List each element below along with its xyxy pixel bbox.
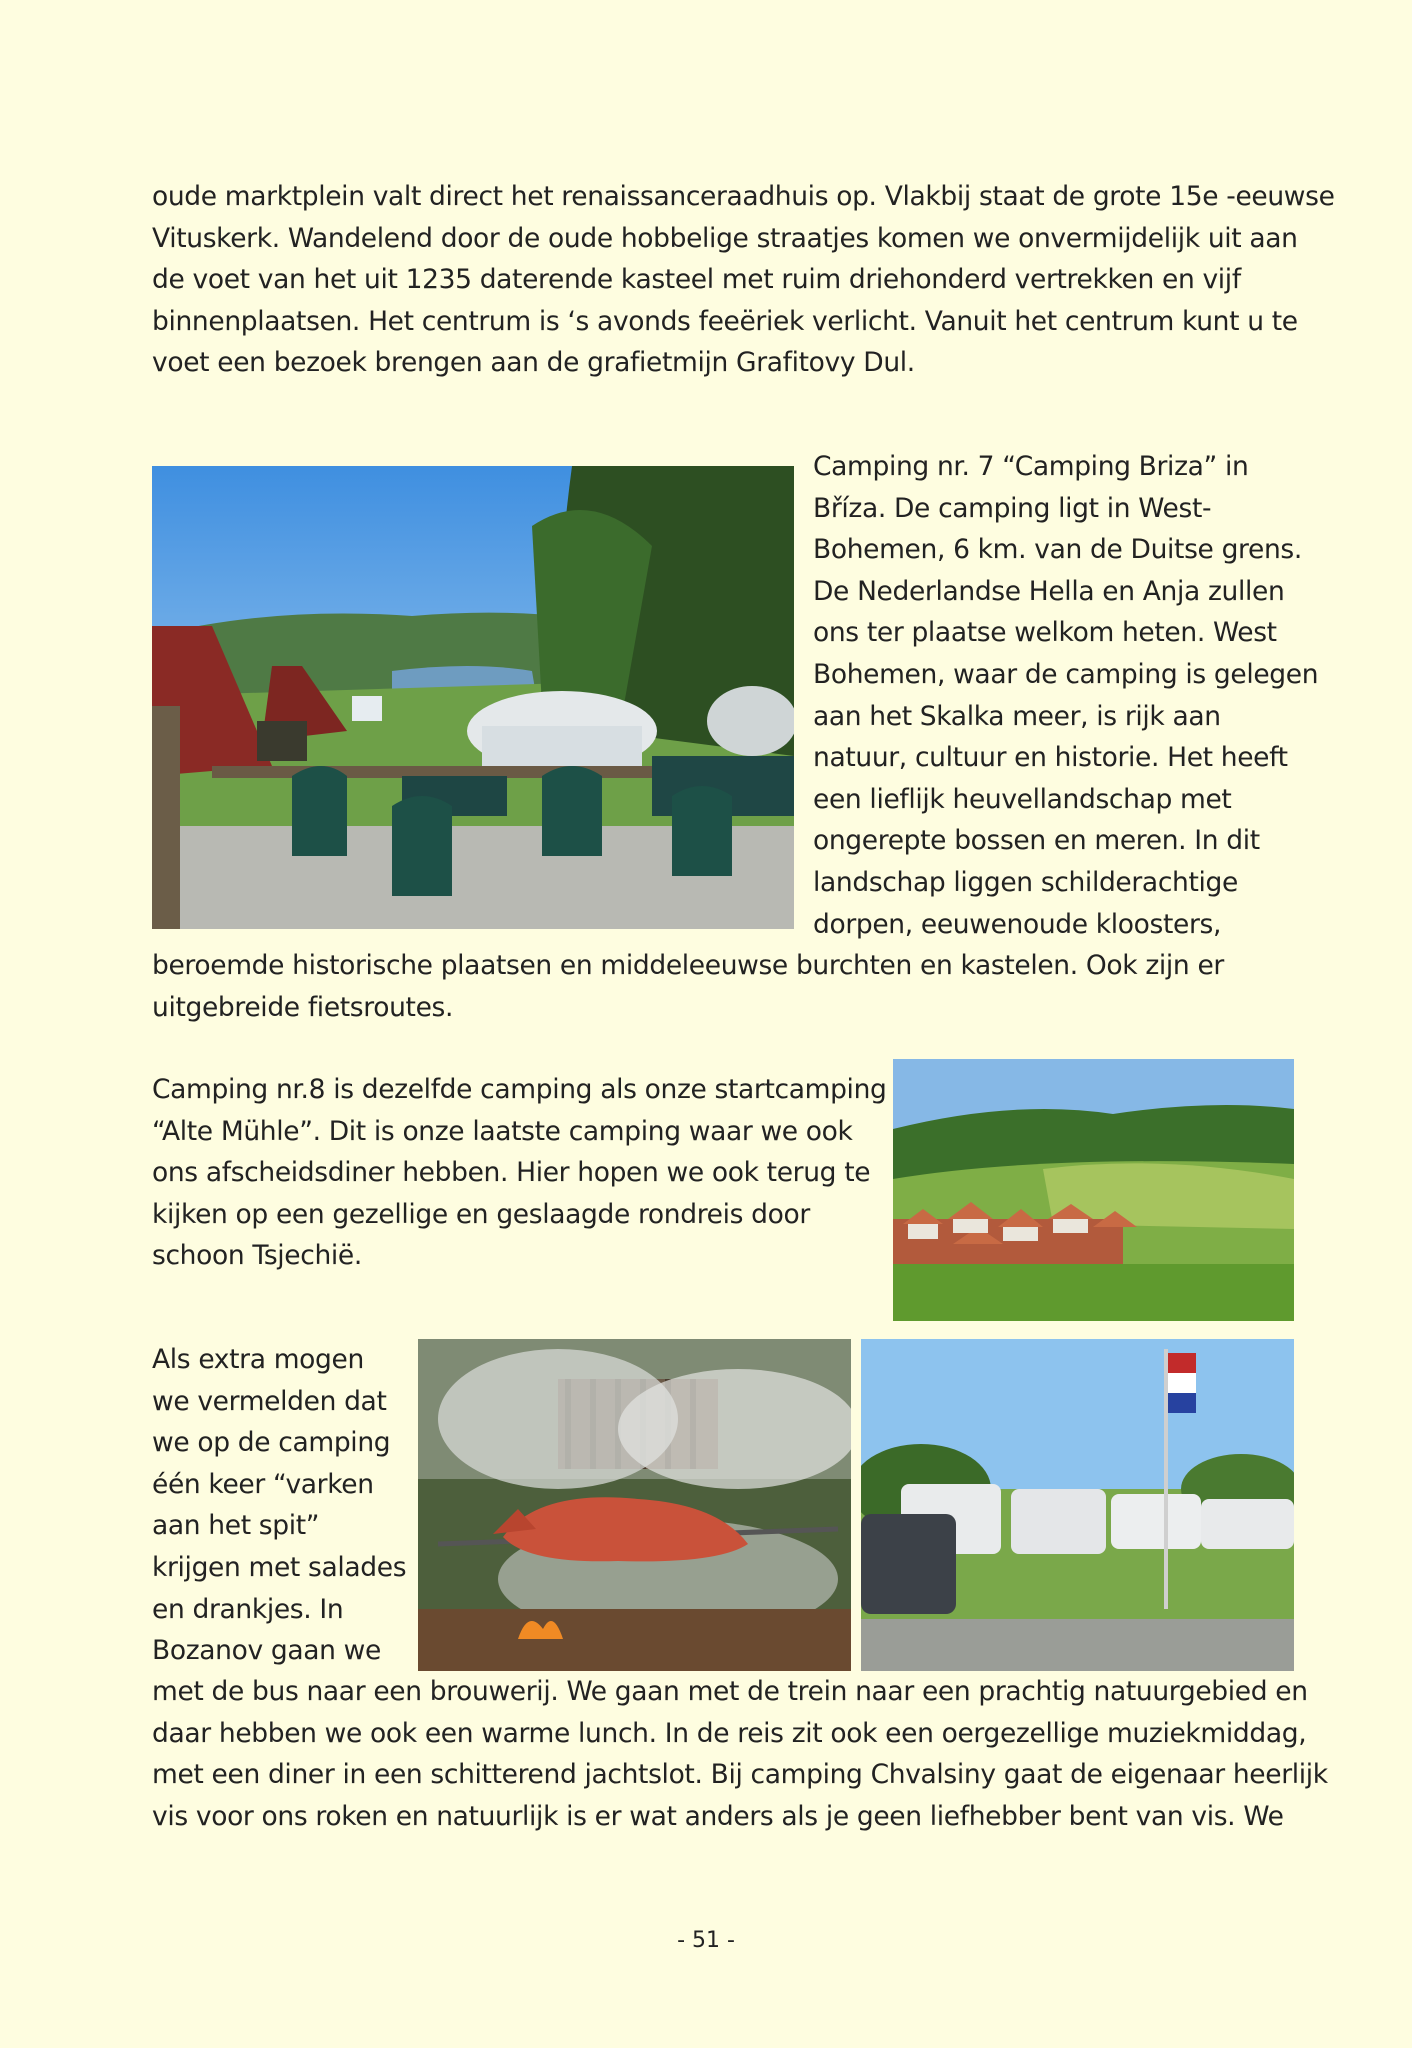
text-line: en drankjes. In [152,1593,344,1625]
camping8-paragraph [152,1069,887,1277]
text-line: met een diner in een schitterend jachtslot. Bij camping Chvalsiny gaat de eigenaar heerlijk [152,1759,1328,1791]
caravans-camping-photo [861,1339,1294,1671]
text-line: schoon Tsjechië. [152,1240,362,1272]
text-line: Camping nr. 7 “Camping Briza” in [813,451,1249,482]
text-line: de voet van het uit 1235 daterende kasteel met ruim driehonderd vertrekken en vijf [152,264,1241,296]
text-line: daar hebben we ook een warme lunch. In de reis zit ook een oergezellige muziekmiddag, [152,1717,1307,1749]
extra-paragraph [152,1339,406,1672]
text-line: Bozanov gaan we [152,1635,381,1667]
pig-on-spit-photo [418,1339,851,1671]
text-line: we vermelden dat [152,1385,387,1417]
camping7-paragraph-continued [152,945,1224,1028]
camping7-paragraph [813,446,1318,945]
text-line: een lieflijk heuvellandschap met [813,783,1232,815]
text-line: De Nederlandse Hella en Anja zullen [813,575,1285,607]
text-line: binnenplaatsen. Het centrum is ‘s avonds feeëriek verlicht. Vanuit het centrum kunt u te [152,305,1298,337]
text-line: Bohemen, 6 km. van de Duitse grens. [813,534,1302,566]
text-line: aan het spit” [152,1510,320,1542]
page-number: - 51 - [677,1928,735,1953]
text-line: we op de camping [152,1427,391,1459]
text-line: landschap liggen schilderachtige [813,866,1238,898]
text-line: voet een bezoek brengen aan de grafietmijn Grafitovy Dul. [152,347,915,379]
text-line: dorpen, eeuwenoude kloosters, [813,908,1222,940]
text-line: Camping nr.8 is dezelfde camping als onze startcamping [152,1074,887,1105]
text-line: kijken op een gezellige en geslaagde rondreis door [152,1198,810,1230]
text-line: krijgen met salades [152,1551,407,1583]
text-line: met de bus naar een brouwerij. We gaan met de trein naar een prachtig natuurgebied en [152,1676,1308,1707]
text-line: “Alte Mühle”. Dit is onze laatste camping waar we ook [152,1115,853,1147]
text-line: ons afscheidsdiner hebben. Hier hopen we ook terug te [152,1157,871,1189]
text-line: uitgebreide fietsroutes. [152,991,454,1023]
text-line: natuur, cultuur en historie. Het heeft [813,742,1288,774]
text-line: Vituskerk. Wandelend door de oude hobbelige straatjes komen we onvermijdelijk uit aan [152,222,1298,254]
text-line: beroemde historische plaatsen en middeleeuwse burchten en kastelen. Ook zijn er [152,950,1224,981]
text-line: aan het Skalka meer, is rijk aan [813,700,1221,732]
camping-briza-photo [152,466,794,929]
text-line: Bříza. De camping ligt in West- [813,492,1212,524]
text-line: één keer “varken [152,1468,374,1500]
text-line: oude marktplein valt direct het renaissanceraadhuis op. Vlakbij staat de grote 15e -eeuwse [152,181,1335,212]
text-line: vis voor ons roken en natuurlijk is er wat anders als je geen liefhebber bent van vis. We [152,1800,1284,1832]
extra-paragraph-continued [152,1671,1328,1837]
intro-paragraph [152,176,1335,384]
village-landscape-photo [893,1059,1294,1321]
text-line: ongerepte bossen en meren. In dit [813,825,1260,857]
text-line: Als extra mogen [152,1344,364,1375]
text-line: ons ter plaatse welkom heten. West [813,617,1277,649]
text-line: Bohemen, waar de camping is gelegen [813,658,1319,690]
